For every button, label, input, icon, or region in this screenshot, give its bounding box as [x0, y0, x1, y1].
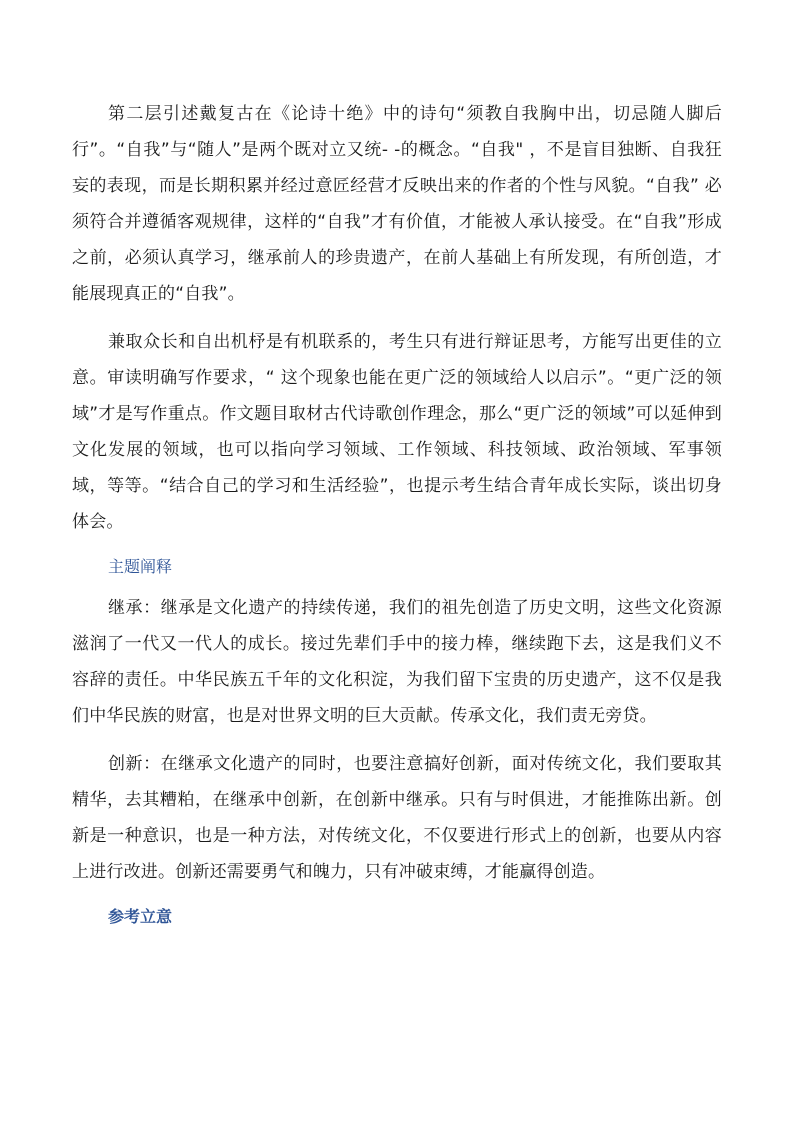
document-body — [72, 96, 722, 940]
paragraph-innovation: 创新：在继承文化遗产的同时，也要注意搞好创新，面对传统文化，我们要取其精华，去其糟粕，在继承中创新，在创新中继承。只有与时俱进，才能推陈出新。创新是一种意识，也是一种方法，对传统文化，不仅要进行形式上的创新，也要从内容上进行改进。创新还需要勇气和魄力，只有冲破束缚，才能赢得创造。 — [72, 754, 722, 882]
paragraph-second-layer: 第二层引述戴复古在《论诗十绝》中的诗句“须教自我胸中出，切忌随人脚后行”。“自我”与“随人”是两个既对立又统- -的概念。“自我" ，不是盲目独断、自我狂妄的表现，而是长期积累并经过意匠经营才反映出来的作者的个性与风貌。“自我” 必须符合并遵循客观规律，这样的“自我”才有价值，才能被人承认接受。在“自我”形成之前，必须认真学习，继承前人的珍贵遗产，在前人基础上有所发现，有所创造，才能展现真正的“自我”。 — [72, 104, 722, 304]
heading-theme-explanation: 主题阐释 — [108, 557, 173, 576]
heading-reference-idea: 参考立意 — [108, 907, 173, 926]
paragraph-dialectical: 兼取众长和自出机杼是有机联系的，考生只有进行辩证思考，方能写出更佳的立意。审读明确写作要求，“ 这个现象也能在更广泛的领域给人以启示”。“更广泛的领域”才是写作重点。作文题目取材古代诗歌创作理念，那么“更广泛的领域”可以延伸到文化发展的领域，也可以指向学习领域、工作领域、科技领域、政治领域、军事领域，等等。“结合自己的学习和生活经验”，也提示考生结合青年成长实际，谈出切身体会。 — [72, 332, 722, 532]
paragraph-inheritance: 继承：继承是文化遗产的持续传递，我们的祖先创造了历史文明，这些文化资源滋润了一代又一代人的成长。接过先辈们手中的接力棒，继续跑下去，这是我们义不容辞的责任。中华民族五千年的文化积淀，为我们留下宝贵的历史遗产，这不仅是我们中华民族的财富，也是对世界文明的巨大贡献。传承文化，我们责无旁贷。 — [72, 598, 722, 726]
